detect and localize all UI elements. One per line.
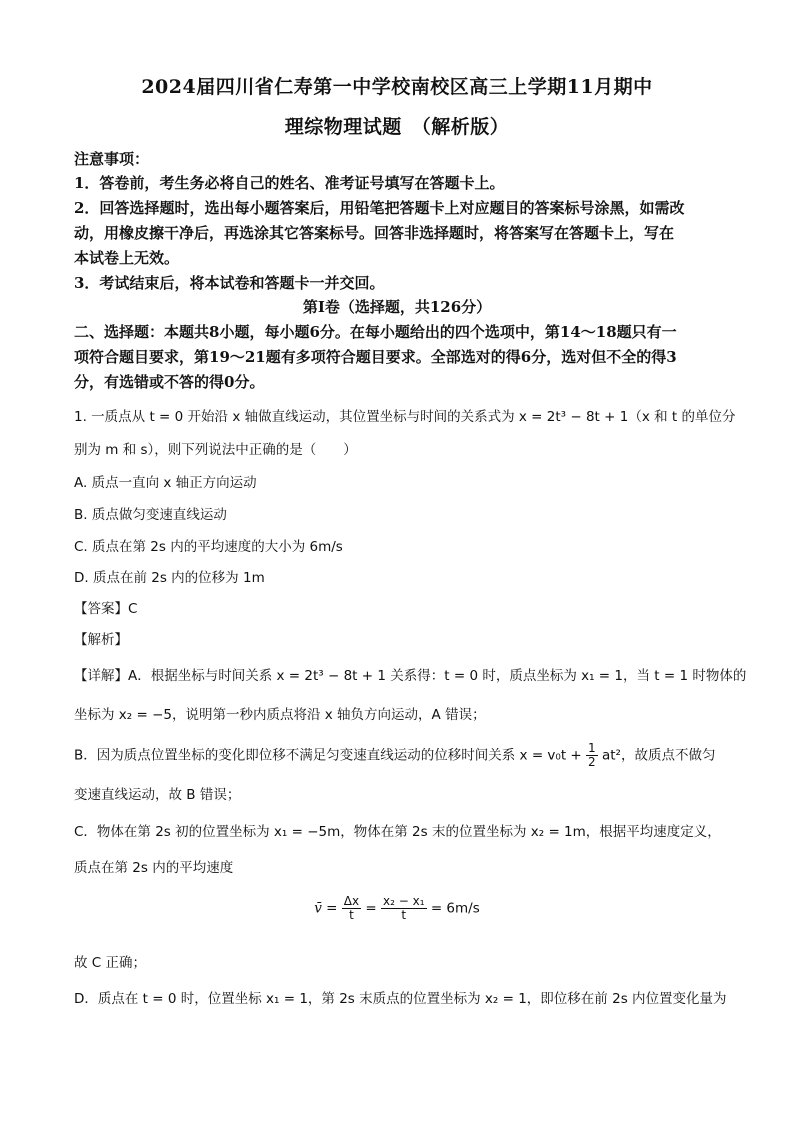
detail-c-line3: 故 C 正确； <box>74 955 147 971</box>
answer-label: 【答案】C <box>74 601 138 617</box>
question1-stem-b: 别为 m 和 s），则下列说法中正确的是（ ） <box>74 442 357 458</box>
formula-fraction-2-num: x₂ − x₁ <box>383 894 425 908</box>
formula-fraction-2 <box>381 895 427 922</box>
question1-option-a: A. 质点一直向 x 轴正方向运动 <box>74 475 257 491</box>
section-intro-c: 分，有选错或不答的得0分。 <box>74 373 265 391</box>
detail-b-line2: 变速直线运动，故 B 错误； <box>74 787 241 803</box>
section-intro-a: 二、选择题：本题共8小题，每小题6分。在每小题给出的四个选项中，第14～18题只有一 <box>74 323 677 341</box>
detail-b-line1 <box>74 742 724 769</box>
doc-title-line1: 2024届四川省仁寿第一中学校南校区高三上学期11月期中 <box>141 76 653 98</box>
question1-option-c: C. 质点在第 2s 内的平均速度的大小为 6m/s <box>74 539 343 555</box>
detail-c-line1: C．物体在第 2s 初的位置坐标为 x₁ = −5m，物体在第 2s 末的位置坐标为 x₂ = 1m，根据平均速度定义， <box>74 824 721 840</box>
notice-item-2b: 动，用橡皮擦干净后，再选涂其它答案标号。回答非选择题时，将答案写在答题卡上，写在 <box>74 224 675 242</box>
average-velocity-formula <box>0 895 794 922</box>
question1-stem-a: 1. 一质点从 t = 0 开始沿 x 轴做直线运动，其位置坐标与时间的关系式为 x = 2t³ − 8t + 1（x 和 t 的单位分 <box>74 409 736 425</box>
detail-d-line1: D．质点在 t = 0 时，位置坐标 x₁ = 1，第 2s 末质点的位置坐标为 x₂ = 1，即位移在前 2s 内位置变化量为 <box>74 991 727 1007</box>
volume-heading: 第Ⅰ卷（选择题，共126分） <box>302 298 492 316</box>
formula-rhs: = 6m/s <box>430 900 480 917</box>
formula-fraction-1-den: t <box>349 908 354 922</box>
question1-option-b: B. 质点做匀变速直线运动 <box>74 507 227 523</box>
analysis-label: 【解析】 <box>74 632 128 648</box>
detail-c-line2: 质点在第 2s 内的平均速度 <box>74 860 234 876</box>
section-intro-b: 项符合题目要求，第19～21题有多项符合题目要求。全部选对的得6分，选对但不全的得3 <box>74 348 677 366</box>
notice-item-2a: 2．回答选择题时，选出每小题答案后，用铅笔把答题卡上对应题目的答案标号涂黑，如需改 <box>74 199 685 217</box>
detail-b-text-post: at²，故质点不做匀 <box>601 747 716 764</box>
detail-b-text-pre: B．因为质点位置坐标的变化即位移不满足匀变速直线运动的位移时间关系 x = v₀t + <box>74 747 582 764</box>
notice-item-3: 3．考试结束后，将本试卷和答题卡一并交回。 <box>74 274 385 292</box>
fraction-half <box>586 742 598 769</box>
question1-option-d: D. 质点在前 2s 内的位移为 1m <box>74 570 265 586</box>
formula-fraction-1-num: Δx <box>343 894 360 908</box>
notice-item-1: 1．答卷前，考生务必将自己的姓名、准考证号填写在答题卡上。 <box>74 174 505 192</box>
detail-a-line1: 【详解】A．根据坐标与时间关系 x = 2t³ − 8t + 1 关系得：t = 0 时，质点坐标为 x₁ = 1，当 t = 1 时物体的 <box>74 668 747 684</box>
notice-heading: 注意事项： <box>74 150 150 168</box>
doc-title-line2: 理综物理试题 （解析版） <box>284 116 510 138</box>
formula-fraction-2-den: t <box>401 908 407 922</box>
notice-item-2c: 本试卷上无效。 <box>74 249 180 267</box>
fraction-numerator: 1 <box>588 741 596 755</box>
detail-a-line2: 坐标为 x₂ = −5，说明第一秒内质点将沿 x 轴负方向运动，A 错误； <box>74 707 486 723</box>
formula-fraction-1 <box>342 895 361 922</box>
fraction-denominator: 2 <box>588 755 596 769</box>
formula-lhs: v̄ = <box>314 900 338 917</box>
formula-equals: = <box>365 900 377 917</box>
